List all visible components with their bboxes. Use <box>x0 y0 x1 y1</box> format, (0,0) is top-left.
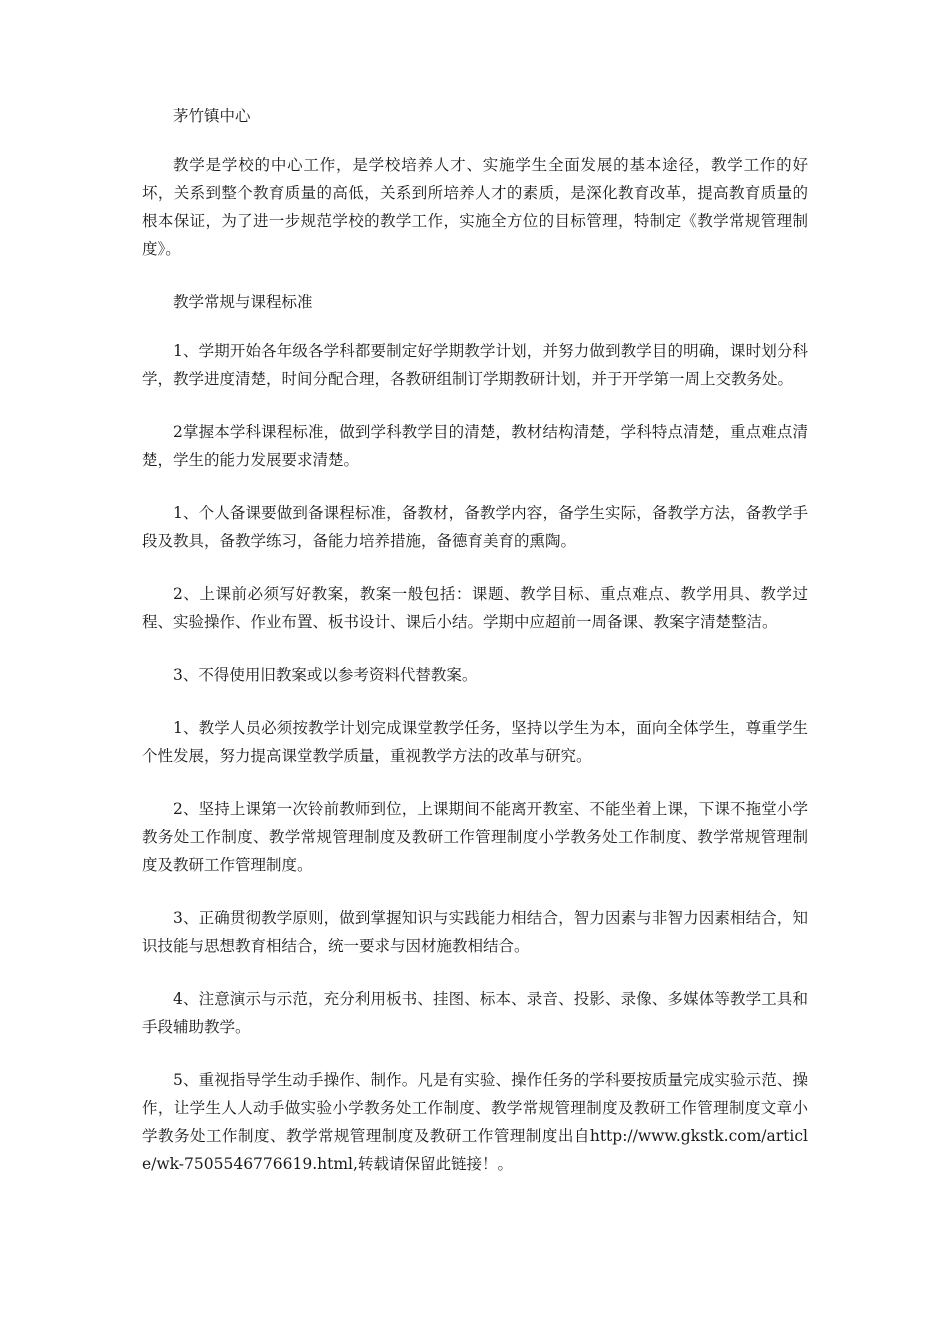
paragraph-lesson-plan: 2、上课前必须写好教案，教案一般包括：课题、教学目标、重点难点、教学用具、教学过程、实验操作、作业布置、板书设计、课后小结。学期中应超前一周备课、教案字清楚整洁。 <box>142 585 808 631</box>
section-heading: 教学常规与课程标准 <box>173 293 313 311</box>
school-name: 茅竹镇中心 <box>173 107 251 125</box>
paragraph-plan: 1、学期开始各年级各学科都要制定好学期教学计划，并努力做到教学目的明确，课时划分科学，教学进度清楚，时间分配合理，各教研组制订学期教研计划，并于开学第一周上交教务处。 <box>142 342 808 388</box>
paragraph-punctuality: 2、坚持上课第一次铃前教师到位，上课期间不能离开教室、不能坐着上课，下课不拖堂小学教务处工作制度、教学常规管理制度及教研工作管理制度小学教务处工作制度、教学常规管理制度及教研工作管理制度。 <box>142 800 808 874</box>
intro-paragraph: 教学是学校的中心工作，是学校培养人才、实施学生全面发展的基本途径，教学工作的好坏，关系到整个教育质量的高低，关系到所培养人才的素质，是深化教育改革，提高教育质量的根本保证，为了进一步规范学校的教学工作，实施全方位的目标管理，特制定《教学常规管理制度》。 <box>142 156 808 258</box>
paragraph-no-old-plans: 3、不得使用旧教案或以参考资料代替教案。 <box>173 666 478 684</box>
paragraph-teaching-tasks: 1、教学人员必须按教学计划完成课堂教学任务，坚持以学生为本，面向全体学生，尊重学生个性发展，努力提高课堂教学质量，重视教学方法的改革与研究。 <box>142 719 808 765</box>
paragraph-hands-on: 5、重视指导学生动手操作、制作。凡是有实验、操作任务的学科要按质量完成实验示范、操作，让学生人人动手做实验小学教务处工作制度、教学常规管理制度及教研工作管理制度文章小学教务处工作制度、教学常规管理制度及教研工作管理制度出自http://www.gkstk.com/article/wk-7505546776619.html,转载请保留此链接！。 <box>142 1071 808 1173</box>
paragraph-demonstration: 4、注意演示与示范，充分利用板书、挂图、标本、录音、投影、录像、多媒体等教学工具和手段辅助教学。 <box>142 990 808 1036</box>
paragraph-curriculum: 2掌握本学科课程标准，做到学科教学目的清楚，教材结构清楚，学科特点清楚，重点难点清楚，学生的能力发展要求清楚。 <box>142 423 808 469</box>
paragraph-lesson-prep: 1、个人备课要做到备课程标准，备教材，备教学内容，备学生实际，备教学方法，备教学手段及教具，备教学练习，备能力培养措施，备德育美育的熏陶。 <box>142 504 808 550</box>
paragraph-principles: 3、正确贯彻教学原则，做到掌握知识与实践能力相结合，智力因素与非智力因素相结合，知识技能与思想教育相结合，统一要求与因材施教相结合。 <box>142 909 808 955</box>
